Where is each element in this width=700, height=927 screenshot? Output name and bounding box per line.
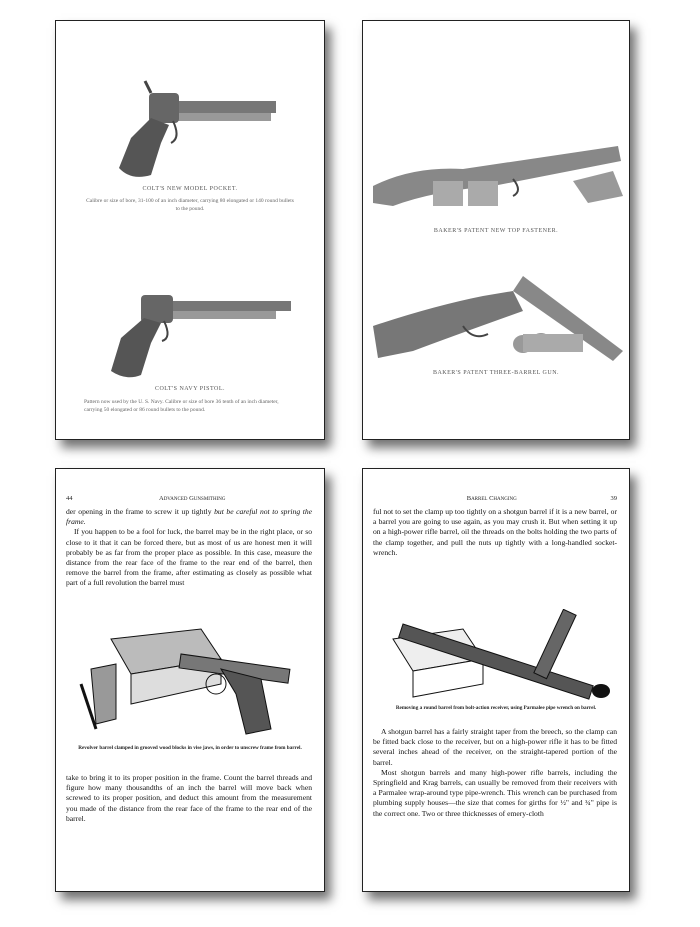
running-header — [66, 495, 312, 502]
paragraph: Most shotgun barrels and many high-power rifle barrels, including the Springfield and Krag barrels, can usually be removed from their receivers with a Parmalee wrap-around type pipe-wrench. This wrench can be purchased from plumbing supply houses—the size that comes for girths for ½" and ¾" pipe is the correct one. Two or three thicknesses of emery-cloth — [373, 767, 617, 818]
figure-caption: Revolver barrel clamped in grooved wood blocks in vise jaws, in order to unscrew frame from barrel. — [78, 745, 302, 751]
pipe-wrench-barrel-removal-illustration — [373, 609, 623, 704]
paragraph: A shotgun barrel has a fairly straight taper from the breech, so the clamp can be fitted back close to the receiver, but on a high-power rifle it has to be fitted several inches ahead of the receiver, on the straight-tapered portion of the barrel. — [373, 727, 617, 767]
revolver-in-vise-illustration — [71, 609, 311, 739]
paragraph: take to bring it to its proper position in the frame. Count the barrel threads and figure how many thousandths of an inch the barrel will move back when screwed to its proper position, and deduct this amount from the measurement you made of the distance from the rear face of the frame to the rear end of the barrel. — [66, 773, 312, 823]
body-text-top — [373, 507, 617, 558]
caption-colt-navy-pistol: COLT'S NAVY PISTOL. — [154, 386, 226, 392]
body-text-bottom — [66, 773, 312, 824]
page-44 — [55, 468, 325, 892]
running-head: Barrel Changing — [466, 495, 517, 502]
baker-three-barrel-gun-illustration — [373, 266, 623, 376]
colt-pocket-revolver-illustration — [111, 63, 281, 183]
caption-baker-three-barrel-gun: BAKER'S PATENT THREE-BARREL GUN. — [432, 370, 560, 376]
caption-colt-new-model-pocket: COLT'S NEW MODEL POCKET. — [142, 186, 238, 192]
emphasis-text: but be careful not to spring the frame. — [66, 507, 312, 527]
page-baker-guns — [362, 20, 630, 440]
desc-colt-navy-pistol: Pattern now used by the U. S. Navy. Calibre or size of bore 36 tenth of an inch diameter, carrying 50 elongated or 86 round bullets to the pound. — [84, 399, 279, 413]
paragraph: If you happen to be a fool for luck, the barrel may be in the right place, or so close to it that it can be forced there, but as most of us are honest men it will probably be as far from the proper place as possible. In this case, measure the distance from the rear face of the frame to the rear end of the barrel, then remove the barrel from the frame, after estimating as closely as possible what part of a full revolution the barrel must — [66, 527, 312, 588]
desc-colt-new-model-pocket: Calibre or size of bore, 31-100 of an inch diameter, carrying 80 elongated or 140 round bullets to the pound. — [86, 198, 294, 212]
running-head: Advanced Gunsmithing — [159, 495, 226, 502]
caption-baker-new-top-fastener: BAKER'S PATENT NEW TOP FASTENER. — [433, 228, 559, 234]
paragraph-text: der opening in the frame to screw it up tightly — [66, 507, 215, 516]
paragraph: ful not to set the clamp up too tightly on a shotgun barrel if it is a new barrel, or a barrel you are going to use again, as you may crush it. But when setting it up on a high-power rifle barrel, oil the threads on the bolts holding the two parts of the clamp together, and pull the nuts up tightly with a long-handled socket-wrench. — [373, 507, 617, 557]
page-number: 39 — [610, 495, 617, 502]
colt-navy-pistol-illustration — [96, 283, 296, 383]
body-text-top — [66, 507, 312, 589]
body-text-bottom — [373, 727, 617, 819]
running-header — [373, 495, 617, 502]
page-39 — [362, 468, 630, 892]
page-number: 44 — [66, 495, 73, 502]
figure-caption: Removing a round barrel from bolt-action receiver, using Parmalee pipe wrench on barrel. — [395, 705, 597, 711]
page-colt-revolvers — [55, 20, 325, 440]
baker-top-fastener-illustration — [373, 141, 623, 211]
